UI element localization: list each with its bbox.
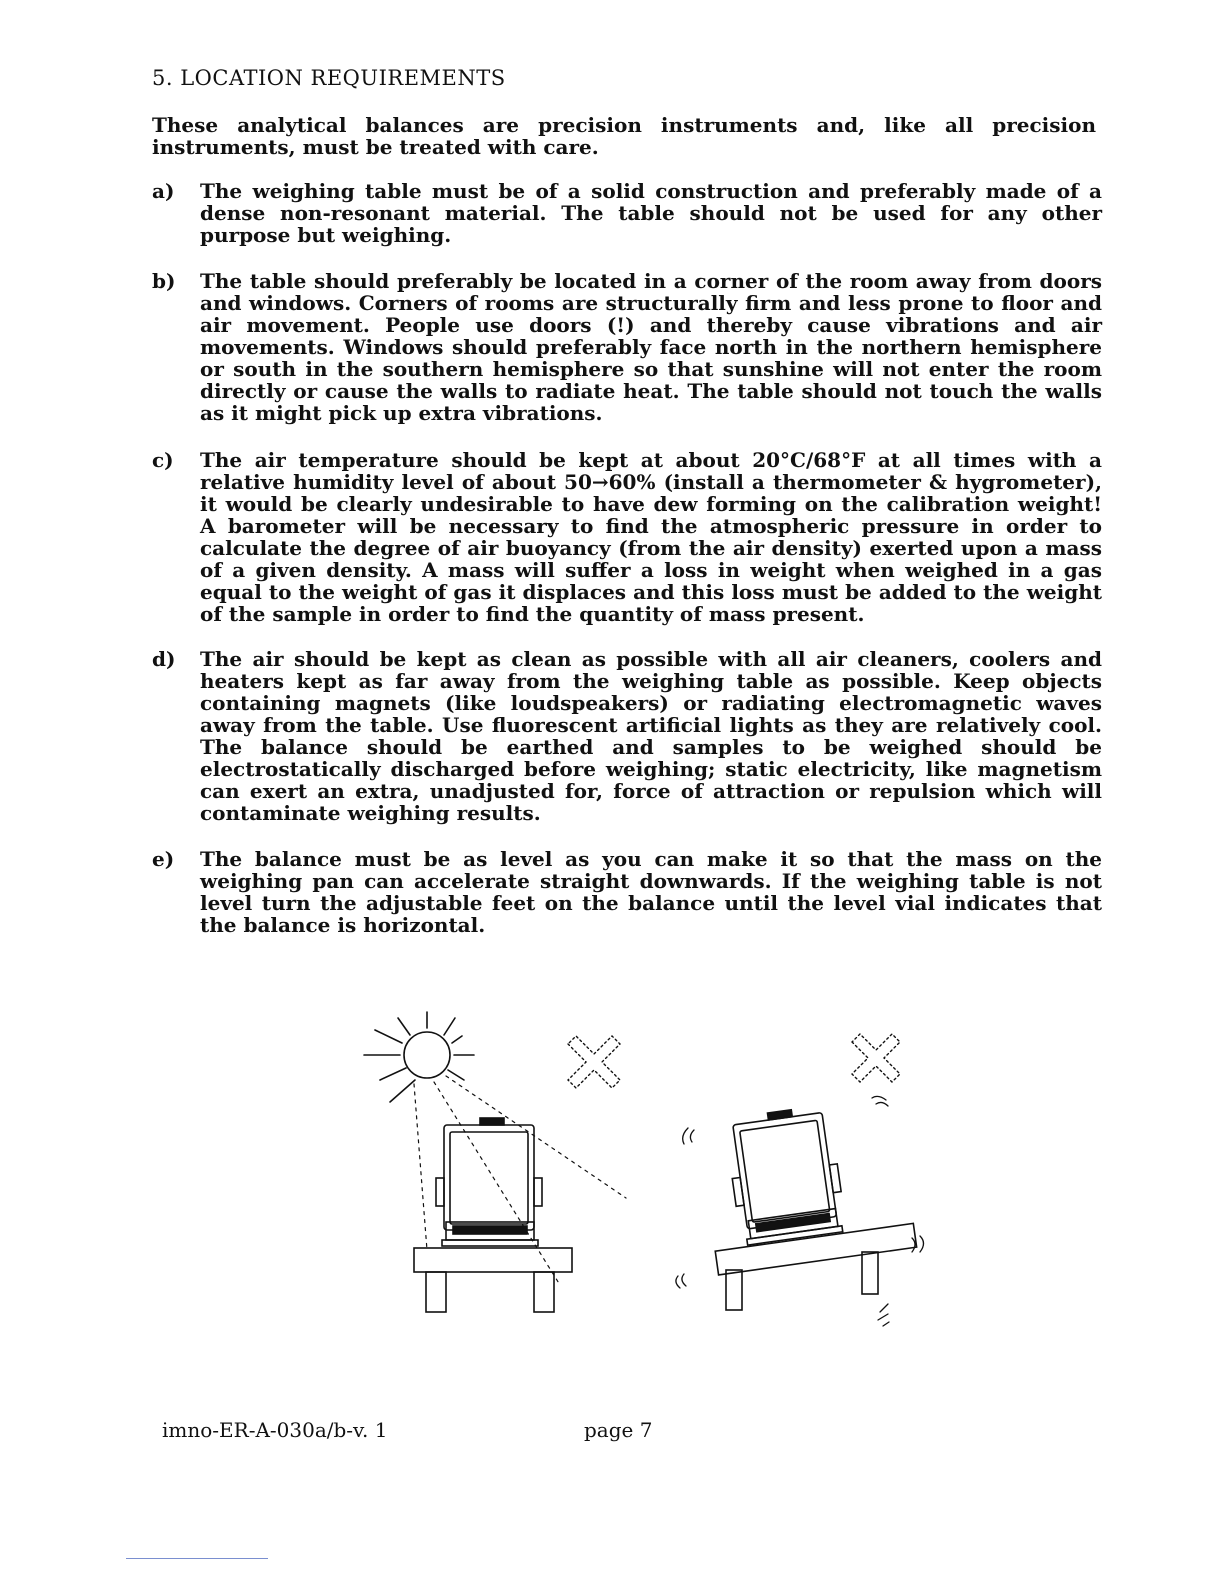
list-text-a: The weighing table must be of a solid construction and preferably made of a dense non-resonant material. The table should not be used for any other purpose but weighing. (200, 179, 1102, 247)
list-item-b (152, 270, 1102, 424)
list-text-d: The air should be kept as clean as possible with all air cleaners, coolers and heaters kept as far away from the weighing table as possible. Keep objects containing magnets (like loudspeakers) or radiating electromagnetic waves away from the table. Use fluorescent artificial lights as they are relatively cool. The balance should be earthed and samples to be weighed should be electrostatically discharged before weighing; static electricity, like magnetism can exert an extra, unadjusted for, force of attraction or repulsion which will contaminate weighing results. (200, 647, 1102, 825)
page-number: page 7 (584, 1418, 653, 1442)
document-id: imno-ER-A-030a/b-v. 1 (162, 1418, 388, 1442)
footer-rule (126, 1558, 268, 1559)
cross-icon-left (568, 1036, 620, 1088)
list-marker-c: c) (152, 448, 174, 472)
list-text-b: The table should preferably be located in a corner of the room away from doors and windows. Corners of rooms are structurally firm and less prone to floor and air movement. People use doors (!) and thereby cause vibrations and air movements. Windows should preferably face north in the northern hemisphere or south in the southern hemisphere so that sunshine will not enter the room directly or cause the walls to radiate heat. The table should not touch the walls as it might pick up extra vibrations. (200, 269, 1102, 425)
list-text-c: The air temperature should be kept at about 20°C/68°F at all times with a relative humidity level of about 50→60% (install a thermometer & hygrometer), it would be clearly undesirable to have dew forming on the calibration weight! A barometer will be necessary to find the atmospheric pressure in order to calculate the degree of air buoyancy (from the air density) exerted upon a mass of a given density. A mass will suffer a loss in weight when weighed in a gas equal to the weight of gas it displaces and this loss must be added to the weight of the sample in order to find the quantity of mass present. (200, 448, 1102, 626)
list-marker-a: a) (152, 179, 175, 203)
intro-paragraph: These analytical balances are precision instruments and, like all precision instruments, must be treated with care. (152, 113, 1096, 159)
list-item-a (152, 180, 1102, 246)
sunlight-rays (414, 1076, 626, 1285)
list-marker-b: b) (152, 269, 176, 293)
list-item-d (152, 648, 1102, 824)
list-marker-d: d) (152, 647, 176, 671)
sun-icon (364, 1012, 474, 1102)
list-marker-e: e) (152, 847, 175, 871)
balance-left (436, 1118, 542, 1246)
location-illustration (350, 1000, 950, 1340)
cross-icon-right (852, 1034, 900, 1082)
balance-right (724, 1104, 847, 1246)
list-text-e: The balance must be as level as you can make it so that the mass on the weighing pan can accelerate straight downwards. If the weighing table is not level turn the adjustable feet on the balance until the level vial indicates that the balance is horizontal. (200, 847, 1102, 937)
table-right-legs (726, 1252, 878, 1310)
list-item-c (152, 449, 1102, 625)
table-right (715, 1223, 916, 1275)
list-item-e (152, 848, 1102, 936)
table-left (414, 1248, 572, 1312)
vibration-marks (676, 1096, 924, 1326)
section-heading: 5. LOCATION REQUIREMENTS (152, 66, 506, 90)
